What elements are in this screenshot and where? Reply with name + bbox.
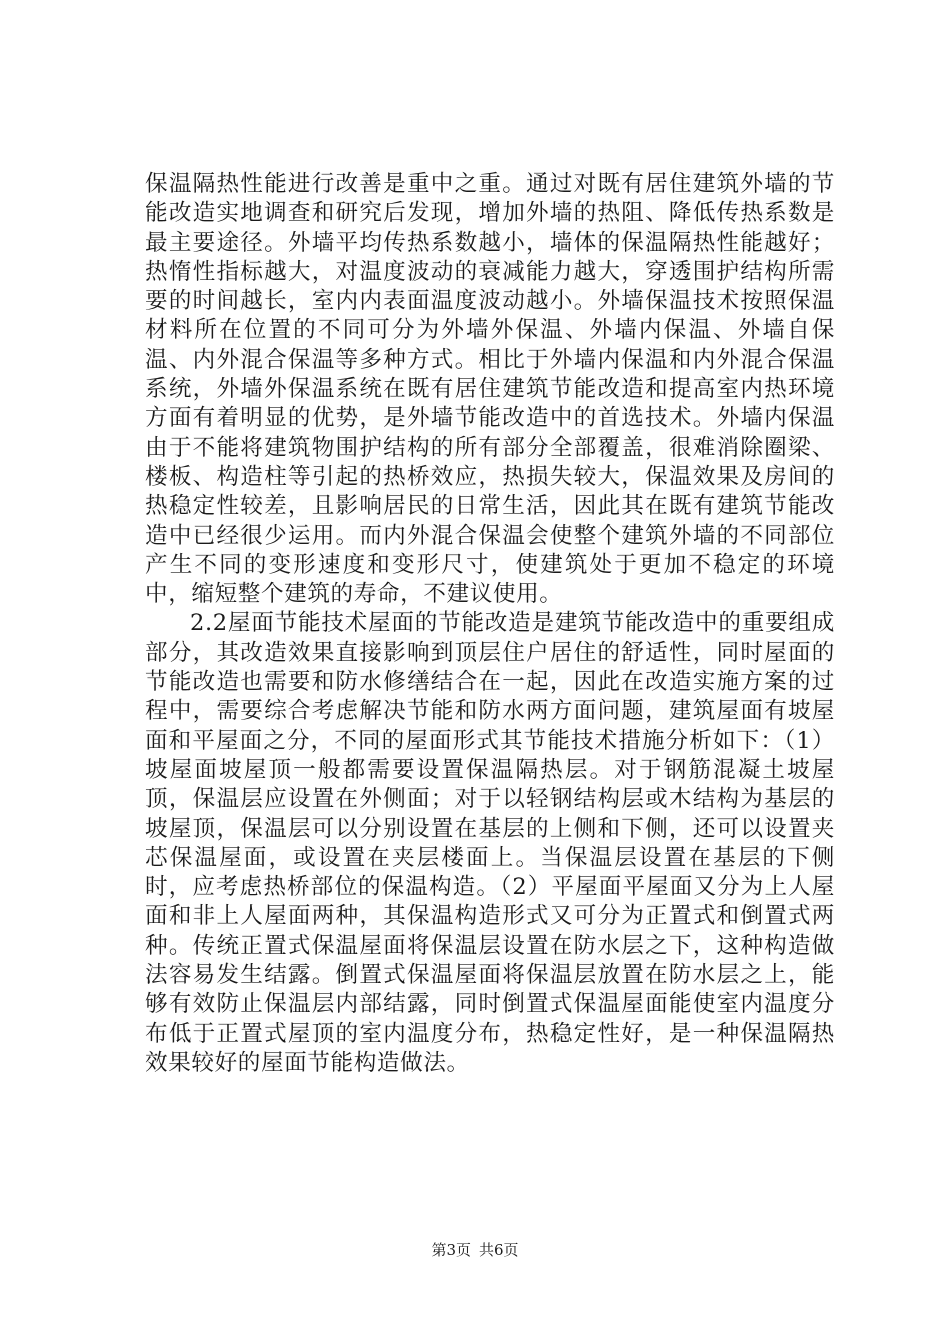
page-number-current: 第3页 <box>431 1241 471 1259</box>
paragraph-roof-energy-saving: 2.2屋面节能技术屋面的节能改造是建筑节能改造中的重要组成部分，其改造效果直接影响到顶层住户居住的舒适性，同时屋面的节能改造也需要和防水修缮结合在一起，因此在改造实施方案的过程中，需要综合考虑解决节能和防水两方面问题，建筑屋面有坡屋面和平屋面之分，不同的屋面形式其节能技术措施分析如下：（1）坡屋面坡屋顶一般都需要设置保温隔热层。对于钢筋混凝土坡屋顶，保温层应设置在外侧面；对于以轻钢结构层或木结构为基层的坡屋顶，保温层可以分别设置在基层的上侧和下侧，还可以设置夹芯保温屋面，或设置在夹层楼面上。当保温层设置在基层的下侧时，应考虑热桥部位的保温构造。（2）平屋面平屋面又分为上人屋面和非上人屋面两种，其保温构造形式又可分为正置式和倒置式两种。传统正置式保温屋面将保温层设置在防水层之下，这种构造做法容易发生结露。倒置式保温屋面将保温层放置在防水层之上，能够有效防止保温层内部结露，同时倒置式保温屋面能使室内温度分布低于正置式屋顶的室内温度分布，热稳定性好，是一种保温隔热效果较好的屋面节能构造做法。 <box>145 610 835 1076</box>
page-footer <box>0 1240 950 1260</box>
paragraph-wall-insulation: 保温隔热性能进行改善是重中之重。通过对既有居住建筑外墙的节能改造实地调查和研究后发现，增加外墙的热阻、降低传热系数是最主要途径。外墙平均传热系数越小，墙体的保温隔热性能越好；热惰性指标越大，对温度波动的衰减能力越大，穿透围护结构所需要的时间越长，室内内表面温度波动越小。外墙保温技术按照保温材料所在位置的不同可分为外墙外保温、外墙内保温、外墙自保温、内外混合保温等多种方式。相比于外墙内保温和内外混合保温系统，外墙外保温系统在既有居住建筑节能改造和提高室内热环境方面有着明显的优势，是外墙节能改造中的首选技术。外墙内保温由于不能将建筑物围护结构的所有部分全部覆盖，很难消除圈梁、楼板、构造柱等引起的热桥效应，热损失较大，保温效果及房间的热稳定性较差，且影响居民的日常生活，因此其在既有建筑节能改造中已经很少运用。而内外混合保温会使整个建筑外墙的不同部位产生不同的变形速度和变形尺寸，使建筑处于更加不稳定的环境中，缩短整个建筑的寿命，不建议使用。 <box>145 171 835 608</box>
document-body <box>145 170 835 1078</box>
page-number-total: 共6页 <box>479 1241 519 1259</box>
